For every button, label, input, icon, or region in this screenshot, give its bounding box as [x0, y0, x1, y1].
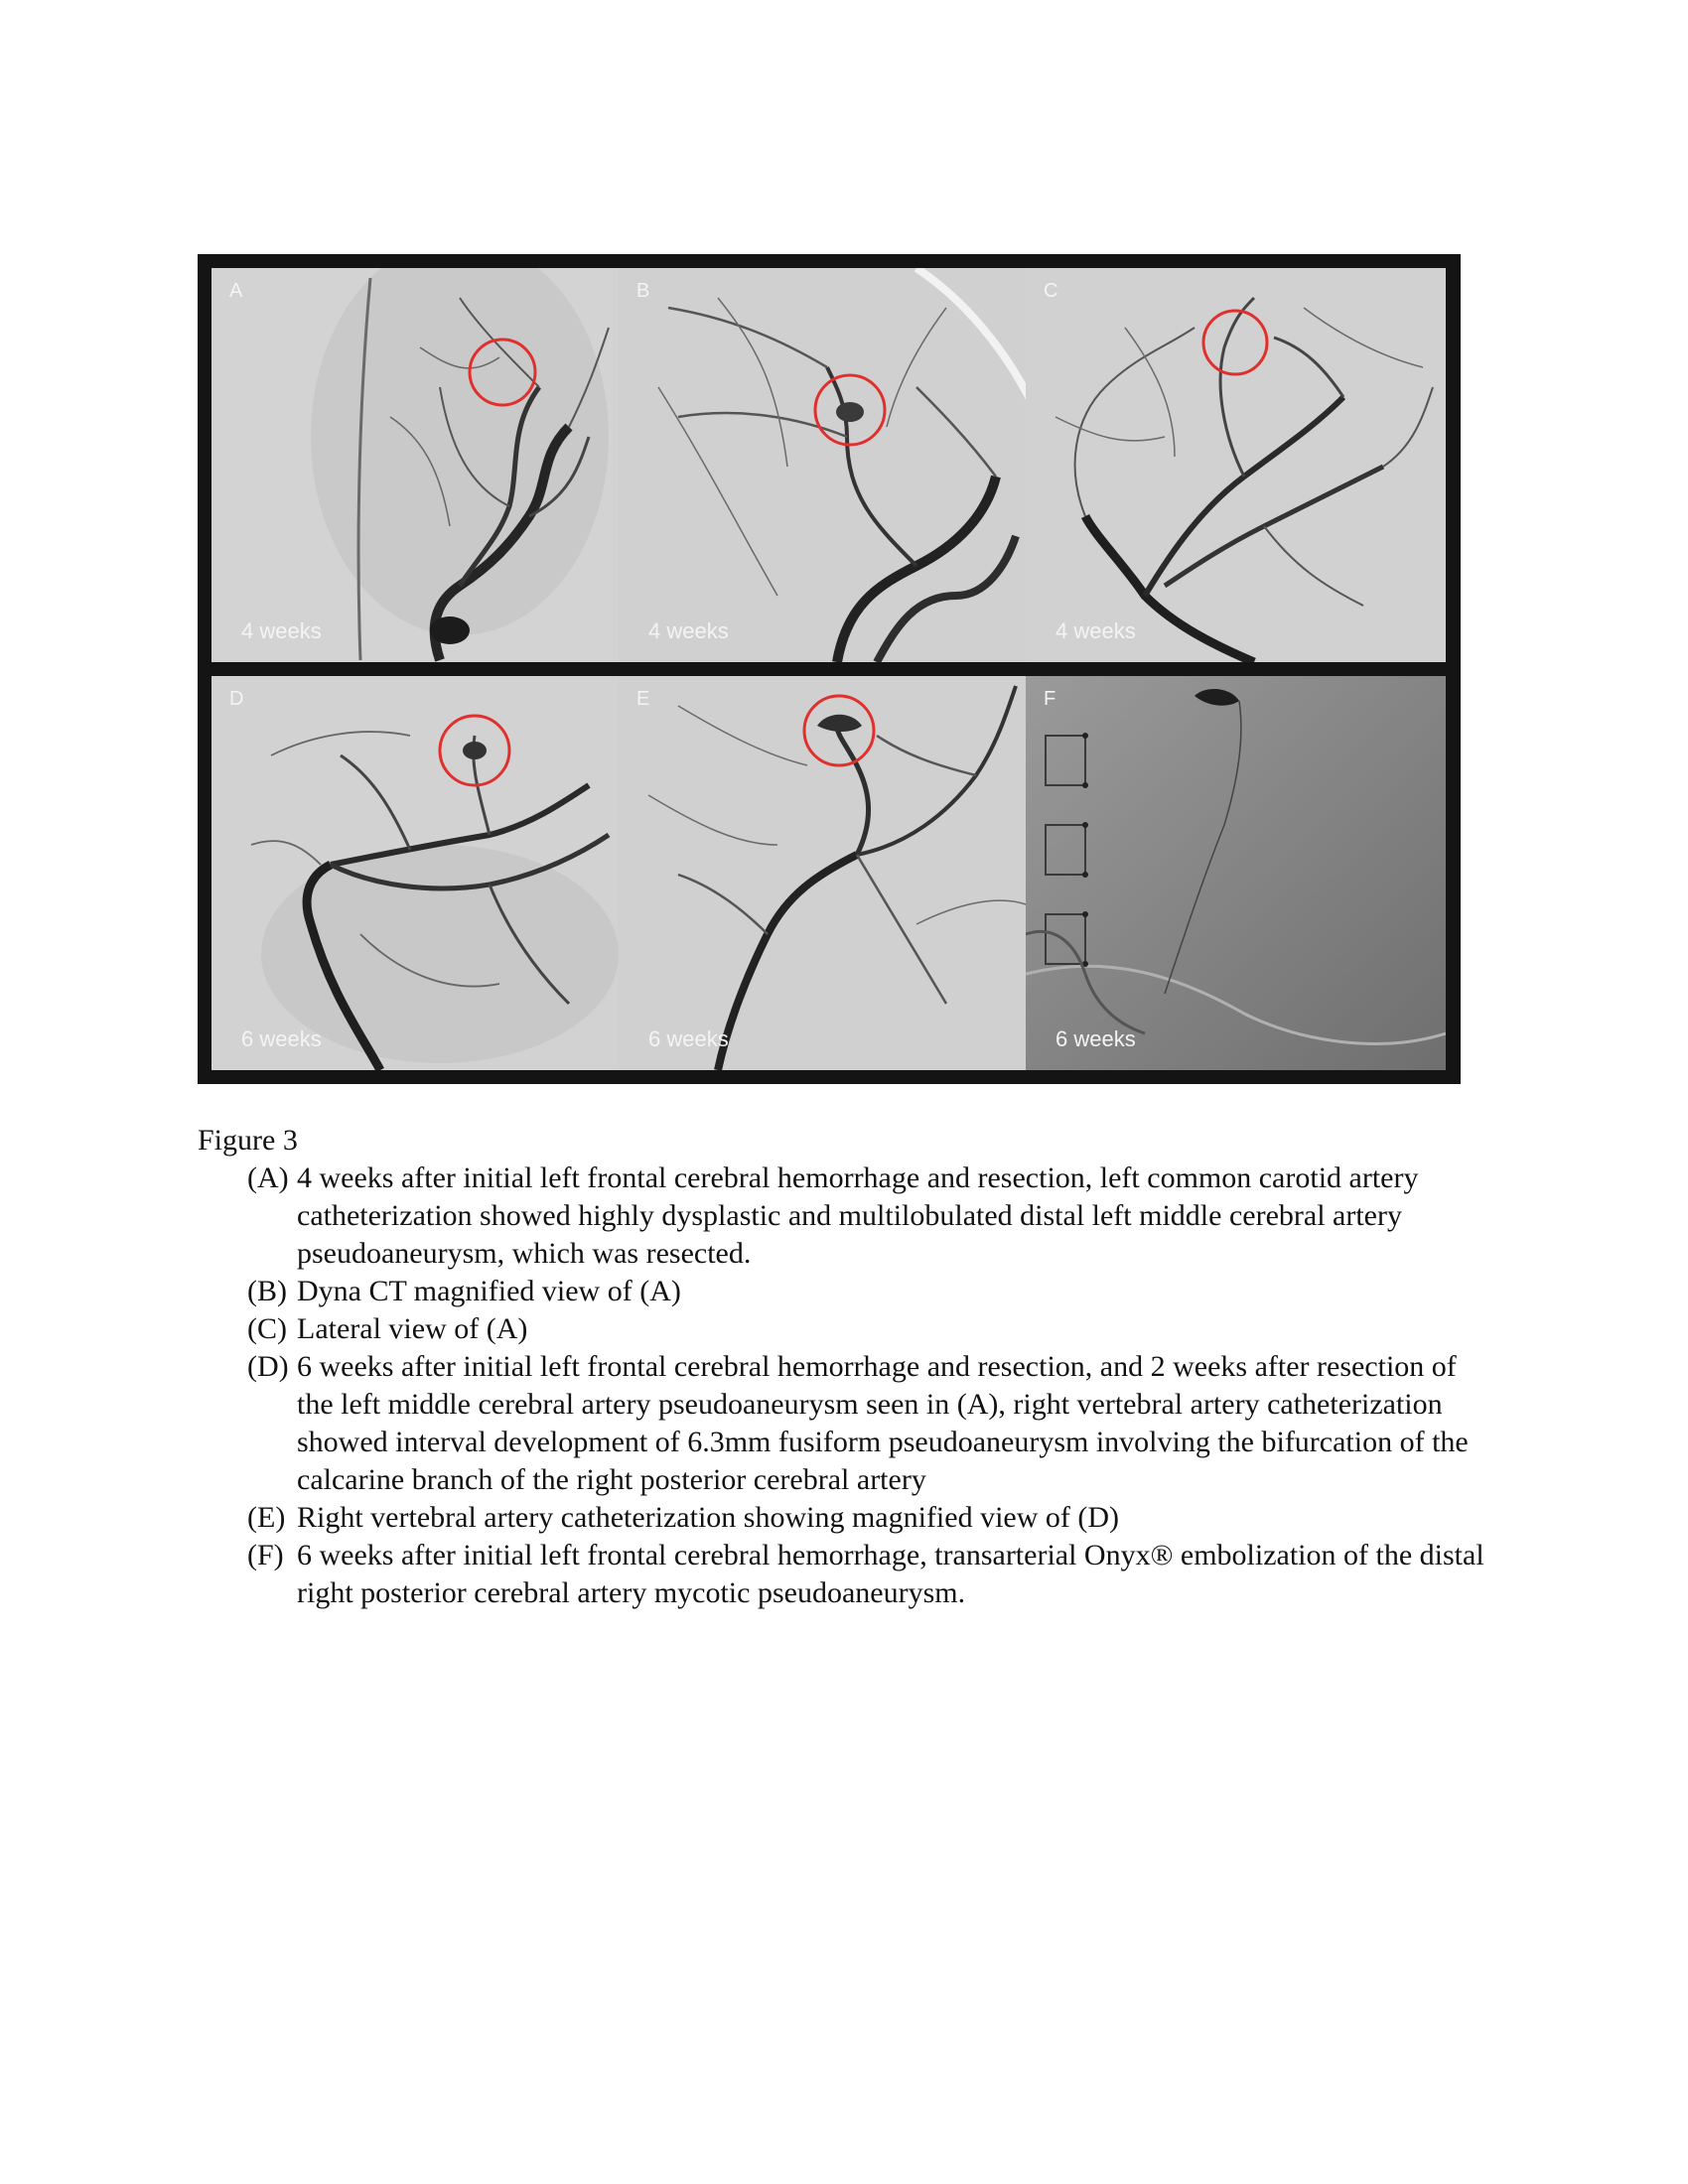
caption-item-text: 6 weeks after initial left frontal cerebral hemorrhage, transarterial Onyx® embolization of the distal right posterior cerebral artery mycotic pseudoaneurysm. — [297, 1539, 1484, 1609]
caption-item-d — [198, 1348, 1488, 1499]
figure-caption — [198, 1122, 1488, 1612]
caption-item-text: Dyna CT magnified view of (A) — [297, 1275, 681, 1307]
panel-label: C — [1044, 280, 1058, 302]
panel-timepoint: 4 weeks — [1055, 618, 1136, 643]
caption-item-label: (F) — [247, 1539, 284, 1571]
angiogram-c-image — [1026, 268, 1446, 662]
angiogram-panel-d — [211, 676, 632, 1070]
caption-item-b — [198, 1273, 1488, 1310]
caption-item-text: Lateral view of (A) — [297, 1312, 528, 1345]
angiogram-b-image — [619, 268, 1039, 662]
angiogram-a-image — [211, 268, 632, 662]
panel-timepoint: 4 weeks — [241, 618, 322, 643]
panel-label: D — [229, 688, 244, 710]
angiogram-panel-a — [211, 268, 632, 662]
caption-item-text: 6 weeks after initial left frontal cerebral hemorrhage and resection, and 2 weeks after resection of the left middle cerebral artery pseudoaneurysm seen in (A), right vertebral artery catheterization showed interval development of 6.3mm fusiform pseudoaneurysm involving the bifurcation of the calcarine branch of the right posterior cerebral artery — [297, 1350, 1469, 1496]
panel-label: A — [229, 280, 243, 302]
caption-item-f — [198, 1537, 1488, 1612]
caption-item-label: (D) — [247, 1350, 289, 1383]
caption-item-text: Right vertebral artery catheterization showing magnified view of (D) — [297, 1501, 1120, 1534]
panel-label: E — [636, 688, 650, 710]
angiogram-e-image — [619, 676, 1039, 1070]
caption-item-label: (E) — [247, 1501, 286, 1534]
panel-label: F — [1044, 688, 1056, 710]
angiogram-panel-b — [619, 268, 1039, 662]
panel-label: B — [636, 280, 650, 302]
panel-timepoint: 4 weeks — [648, 618, 729, 643]
caption-item-label: (A) — [247, 1161, 289, 1194]
angiogram-panel-e — [619, 676, 1039, 1070]
panel-timepoint: 6 weeks — [1055, 1026, 1136, 1051]
caption-item-text: 4 weeks after initial left frontal cerebral hemorrhage and resection, left common carotid artery catheterization showed highly dysplastic and multilobulated distal left middle cerebral artery pseudoaneurysm, which was resected. — [297, 1161, 1419, 1270]
figure-3-image-grid — [198, 254, 1461, 1084]
caption-item-e — [198, 1499, 1488, 1537]
angiogram-d-image — [211, 676, 632, 1070]
fluoroscopy-f-image — [1026, 676, 1446, 1070]
panel-timepoint: 6 weeks — [648, 1026, 729, 1051]
panel-timepoint: 6 weeks — [241, 1026, 322, 1051]
caption-item-a — [198, 1160, 1488, 1273]
angiogram-panel-f — [1026, 676, 1446, 1070]
angiogram-panel-c — [1026, 268, 1446, 662]
caption-item-label: (B) — [247, 1275, 287, 1307]
caption-item-c — [198, 1310, 1488, 1348]
caption-item-label: (C) — [247, 1312, 287, 1345]
figure-title: Figure 3 — [198, 1124, 298, 1157]
